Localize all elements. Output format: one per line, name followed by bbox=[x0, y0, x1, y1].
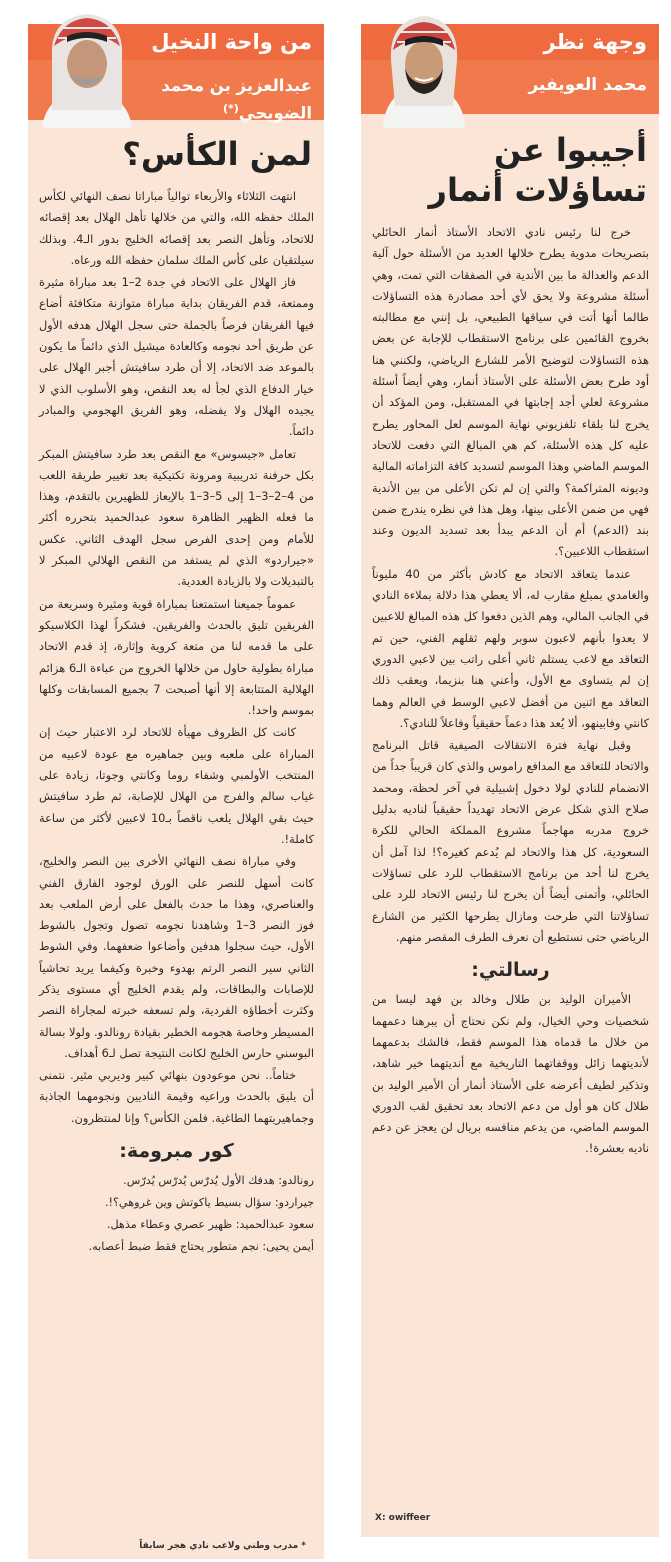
list-item: أيمن يحيى: نجم متطور يحتاج فقط ضبط أعصابه. bbox=[88, 1240, 314, 1254]
sub-heading: كور مبرومة: bbox=[119, 1140, 234, 1163]
list-item: رونالدو: هدفك الأول يُدرّس يُدرّس يُدرّس. bbox=[123, 1174, 314, 1188]
author-name: محمد العويفير bbox=[361, 60, 659, 114]
paragraph: ختاماً.. نحن موعودون بنهائي كبير وديربي مثير. نتمنى أن يليق بالحدث وراعيه وقيمة الناديين ونجومهما الجاذبة وجماهيريتهما الطاغية. فلمن الكأس؟ وإنا لمنتظرون. bbox=[39, 1068, 314, 1125]
paragraph: كانت كل الظروف مهيأة للاتحاد لرد الاعتبار حيث إن المباراة على ملعبه وبين جماهيره مع عودة لاعبيه من المنتخب الأولمبي وشفاء روما وكانتي وجوتا، زيادة على غياب سالم والفرج من الهلال للإصابة، ثم طرد سافيتش حيث بقي الهلال يلعب ناقصاً بـ10 لاعبين لأكثر من ساعة كاملة!. bbox=[39, 725, 314, 846]
paragraph: خرج لنا رئيس نادي الاتحاد الأستاذ أنمار الحائلي بتصريحات مدوية يطرح خلالها العديد من الأسئلة حول آلية الدعم والعدالة ما بين الأندية في الصفقات التي تمت، وهي أسئلة مشروعة ولا يحق لأي أحد مصادرة هذه التساؤلات طالما أنها أتت في سياقها الطبيعي، بل إنني مع مطالبته بخروج القائمين على برنامج الاستقطاب للإجابة عن بعض هذه التساؤلات لتوضيح الأمر للشارع الرياضي، ولكنني هنا أود طرح بعض الأسئلة على الأستاذ أنمار، وهي أيضاً أسئلة مشروعة لعلي أجد إجابتها في المستقبل، ومن المؤكد أن يخرج لنا بلقاء تلفزيوني نهاية الموسم لعل المحاور يطرح عليه كل هذه الأسئلة، كم هي المبالغ التي دفعت للاتحاد الموسم الماضي وهذا الموسم لتسديد كافة التزاماته المالية وديونه المتراكمة؟ والتي إن لم تكن الأعلى من بين الأندية فهي من ضمن الأعلى بينها، وهل هذا في نظره يندرج ضمن بند (الدعم) أم أن الدعم يبدأ بعد تسديد الديون وعند استقطاب اللاعبين؟. bbox=[372, 225, 649, 559]
article-headline: لمن الكأس؟ bbox=[122, 135, 312, 173]
paragraph: وفي مباراة نصف النهائي الأخرى بين النصر والخليج، كانت أسهل للنصر على الورق لوجود الفارق الفني والعناصري، وهذا ما حدث بالفعل على أرض الملعب بعد فوز النصر 3–1 وشاهدنا نجومه تصول وتجول بالشوط الأول، حيث سجلوا هدفين وأضاعوا ضعفهما. وفي الشوط الثاني سير النصر الرتم بهدوء وخبرة وكيفما يريد تحاشياً للإصابات والبطاقات، ولم يقدم الخليج أي مستوى يذكر وكثرت أخطاؤه الفردية، ولم تسعفه خبرته لمجاراة النصر المسيطر وخاصة هجومه الخطير بقيادة رونالدو. ولولا بسالة البوسني حارس الخليج لكانت النتيجة تصل لـ6 أهداف. bbox=[39, 854, 314, 1060]
paragraph: انتهت الثلاثاء والأربعاء توالياً مباراتا نصف النهائي لكأس الملك حفظه الله، والتي من خلالها تأهل الهلال بعد إقصائه للاتحاد، وتأهل النصر بعد إقصائه الخليج بدور الـ4. وبذلك سيلتقيان على كأس الملك سلمان حفظه الله ورعاه. bbox=[39, 189, 314, 267]
author-portrait-icon bbox=[369, 10, 479, 128]
opinion-column-right bbox=[361, 24, 659, 1537]
opinion-column-left bbox=[28, 24, 324, 1559]
paragraph: وقبل نهاية فترة الانتقالات الصيفية قاتل البرنامج والاتحاد للتعاقد مع المدافع راموس والذي كان قريباً جداً من الانضمام للنادي لولا دخول إشبيلية في آخر لحظة، ومحمد صلاح الذي شكل عرض الاتحاد تهديداً حقيقياً لناديه بدليل خروج مدربه مهاجماً مشروع المملكة الحالي للكرة السعودية، كل هذا والاتحاد لم يُدعم كغيره؟! لذا آمل أن يخرج لنا أحد من برنامج الاستقطاب للرد على تساؤلات الحائلي، وأتمنى أيضاً أن يخرج لنا رئيس الاتحاد للرد على تساؤلاتنا التي طرحت ومازال يطرحها الكثير من الشارع الرياضي حتى نستطيع أن نعرف الطرف المقصر منهم. bbox=[372, 738, 649, 944]
author-photo bbox=[369, 10, 479, 128]
kor-list bbox=[39, 1170, 314, 1257]
section-label: وجهة نظر bbox=[361, 24, 659, 60]
article-body bbox=[28, 186, 324, 1257]
author-name-line2: الضويحي(*) bbox=[222, 102, 312, 123]
author-handle: X: owiffeer bbox=[375, 1513, 431, 1523]
list-item: سعود عبدالحميد: ظهير عصري وعطاء مذهل. bbox=[106, 1218, 314, 1232]
paragraph: فاز الهلال على الاتحاد في جدة 2–1 بعد مباراة مثيرة وممتعة، قدم الفريقان بداية مباراة متوازنة متكافئة أضاع فيها الفريقان فرصاً بالجملة حتى سجل الهلال هدفه الأول عن طريق أحد نجومه وكالعادة ميشيل الذي دائماً ما يكون بالموعد ضد الاتحاد، إلا أن طرد سافيتش أجبر الهلال على خيار الدفاع الذي لجأ له بعد النقص، وهو الأسلوب الذي لا يجيده الهلال ولا يفضله، وهو الفريق الهجومي والمبادر دائماً. bbox=[39, 275, 314, 439]
paragraph: عموماً جميعنا استمتعنا بمباراة قوية ومثيرة وسريعة من الفريقين تليق بالحدث والفريقين. فشكراً لهذا الكلاسيكو على ما قدمه لنا من متعة كروية وإثارة، إذ قدم الاتحاد مباراة بطولية حاول من خلالها الخروج من عباءة الـ6 هزائم الهلالية المتتابعة إلا أنها أصبحت 7 بجميع المسابقات وكلها بموسم واحد!. bbox=[39, 596, 315, 718]
author-footnote: * مدرب وطني ولاعب نادي هجر سابقاً bbox=[139, 1541, 306, 1551]
paragraph: تعامل «جيسوس» مع النقص بعد طرد سافيتش المبكر بكل حرفنة تدريبية ومرونة تكتيكية بعد تغيير طريقة اللعب من 4–2–3–1 إلى 5–3–1 بالإيعاز للظهيرين بالتقدم، وهذا ما فعله الظهير الظاهرة سعود عبدالحميد بتحرره أكثر للأمام ومن إحدى الفرص سجل الهدف الثاني. عكس «جيراردو» الذي لم يستفد من النقص الهلالي المبكر لا بالتبديلات ولا بالزيادة العددية. bbox=[39, 446, 315, 589]
author-photo bbox=[32, 10, 142, 128]
sub-heading: رسالتي: bbox=[471, 959, 550, 982]
article-headline: أجيبوا عن تساؤلات أنمار bbox=[428, 131, 647, 209]
author-name-line1: عبدالعزيز بن محمد bbox=[161, 76, 312, 95]
paragraph: عندما يتعاقد الاتحاد مع كادش بأكثر من 40 مليوناً والغامدي بمبلغ مقارب له، ألا يعطي هذا دلالة بملاءة النادي في الجانب المالي، وهم الذين دفعوا كل هذه المبالغ للاعبين لا يعدوا بأنهم لاعبون سوبر ولهم ثقلهم الفني، حين تم التعاقد مع لاعب يستلم ثاني أعلى راتب بين لاعبي الدوري إن لم يتساوى مع الأول، وأعني هنا بنزيما، ويعقب ذلك التعاقد مع اثنين من أفضل لاعبي الوسط في العالم وهما كانتي وفابينهو، ألا يُعد هذا دعماً حقيقياً وفاعلاً للنادي؟. bbox=[372, 566, 649, 730]
author-portrait-icon bbox=[32, 10, 142, 128]
message-paragraph: الأميران الوليد بن طلال وخالد بن فهد ليسا من شخصيات وحي الخيال، ولم نكن نحتاج أن يبرهنا دعمهما من خلال ما قدماه هذا الموسم فقط، فالشك بدعمهما لأنديتهما زائل ووقفاتهما التاريخية مع أنديتهما خير شاهد، وتذكير لطيف أعرضه على الأستاذ أنمار أن الأمير الوليد بن طلال كان هو أول من دعم الاتحاد بعد تحقيق لقب الدوري الموسم الماضي، من يدعم منافسه بريال لن يعجز عن دعم ناديه بعشرة!. bbox=[372, 992, 649, 1156]
article-body bbox=[361, 222, 659, 1160]
section-label: من واحة النخيل bbox=[28, 24, 324, 60]
list-item: جيراردو: سؤال بسيط ياكوتش وين غروهي؟!. bbox=[104, 1196, 314, 1210]
